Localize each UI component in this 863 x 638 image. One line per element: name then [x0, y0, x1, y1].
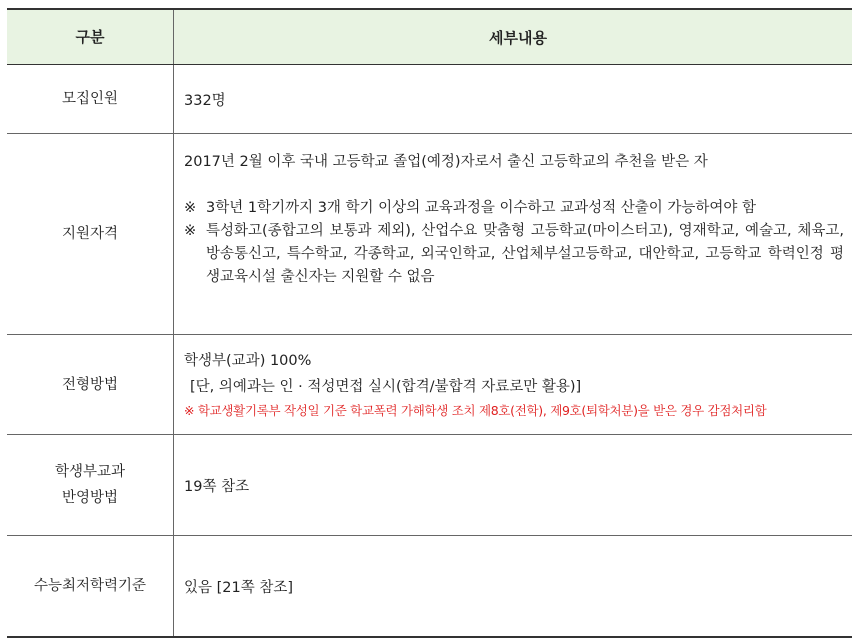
table-header-row: [7, 8, 852, 65]
method-details: [174, 335, 852, 434]
qualification-note-1: [184, 197, 852, 220]
admission-table: [7, 8, 852, 638]
method-warning: ※ 학교생활기록부 작성일 기준 학교폭력 가해학생 조치 제8호(전학), 제9호(퇴학처분)을 받은 경우 감점처리함: [184, 402, 767, 418]
table-row-qualification: [7, 134, 852, 335]
method-line-2: [단, 의예과는 인 · 적성면접 실시(합격/불합격 자료로만 활용)]: [190, 378, 582, 395]
qualification-main: 2017년 2월 이후 국내 고등학교 졸업(예정)자로서 출신 고등학교의 추천을 받은 자: [184, 154, 708, 170]
table-row-method: [7, 335, 852, 435]
reflect-value: 19쪽 참조: [184, 478, 250, 495]
reflect-label: [7, 435, 174, 535]
reflect-label-line-2: 반영방법: [61, 490, 119, 506]
qualification-details: [174, 134, 852, 334]
qualification-note-2: [184, 220, 852, 289]
note-text: 3학년 1학기까지 3개 학기 이상의 교육과정을 이수하고 교과성적 산출이 가능하여야 함: [206, 200, 757, 216]
recruit-value: 332명: [184, 92, 226, 109]
header-details: 세부내용: [489, 28, 547, 47]
reflect-label-line-1: 학생부교과: [54, 464, 126, 480]
method-line-1: 학생부(교과) 100%: [184, 352, 312, 369]
note-mark: ※: [184, 223, 197, 239]
qualification-label: 지원자격: [7, 134, 174, 334]
method-label: 전형방법: [7, 335, 174, 434]
table-row-minimum: [7, 536, 852, 638]
note-mark: ※: [184, 200, 197, 216]
recruit-label: 모집인원: [7, 65, 174, 133]
header-category: 구분: [7, 10, 174, 64]
table-row-recruit: [7, 65, 852, 134]
table-row-reflect: [7, 435, 852, 536]
minimum-value: 있음 [21쪽 참조]: [184, 579, 294, 596]
note-text: 특성화고(종합고의 보통과 제외), 산업수요 맞춤형 고등학교(마이스터고), 영재학교, 예술고, 체육고, 방송통신고, 특수학교, 각종학교, 외국인학교, 산업체부설고등학교, 대안학교, 고등학교 학력인정 평생교육시설 출신자는 지원할 수 없음: [206, 223, 844, 285]
minimum-label: 수능최저학력기준: [7, 536, 174, 636]
